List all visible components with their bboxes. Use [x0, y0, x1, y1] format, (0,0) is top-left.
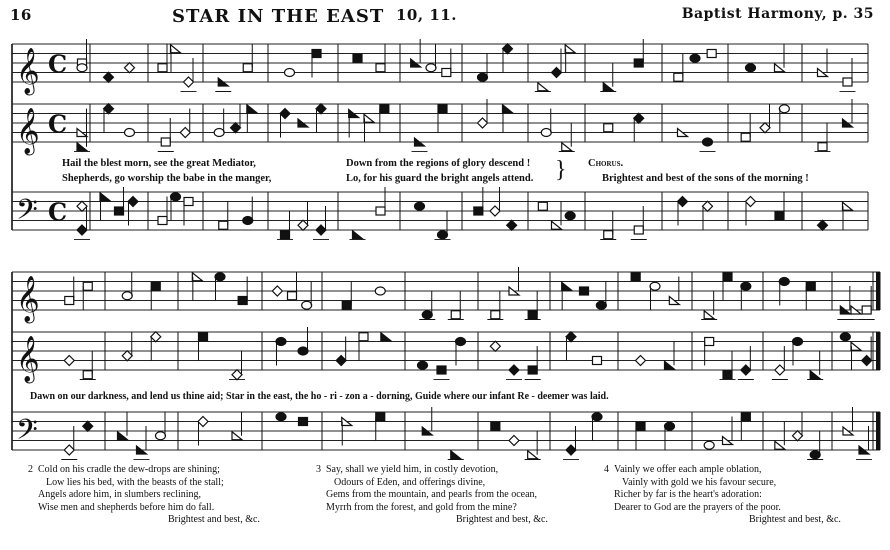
shape-note: [64, 356, 74, 366]
shape-note: [456, 338, 466, 346]
final-bar-line: [876, 272, 880, 310]
shape-note: [634, 226, 643, 234]
shape-note: [426, 64, 436, 72]
shape-note: [122, 351, 132, 361]
shape-note: [723, 371, 732, 379]
shape-note: [238, 297, 247, 305]
shape-note: [634, 59, 643, 67]
verse-line: Wise men and shepherds before him do fall.: [38, 501, 215, 513]
shape-note: [100, 193, 110, 201]
shape-note: [376, 64, 385, 72]
shape-note: [422, 311, 432, 319]
shape-note: [509, 436, 519, 446]
shape-note: [451, 311, 460, 319]
shape-note: [840, 333, 850, 341]
time-signature: C: [48, 49, 68, 79]
shape-note: [302, 301, 312, 309]
shape-note: [128, 197, 138, 207]
shape-note: [437, 366, 446, 374]
shape-note: [566, 332, 576, 342]
lyric-brace: }: [555, 157, 567, 183]
shape-note: [707, 50, 716, 58]
shape-note: [125, 63, 135, 73]
shape-note: [376, 207, 385, 215]
shape-note: [77, 201, 87, 211]
shape-note: [528, 311, 537, 319]
shape-note: [503, 44, 513, 54]
verse-2: [28, 464, 260, 527]
shape-note: [552, 68, 562, 78]
lyric-line-system2: Dawn on our darkness, and lend us thine aid; Star in the east, the ho - ri - zon a - dorning, Guide where our infant Re - deemer was laid.: [30, 391, 609, 402]
shape-note: [538, 83, 548, 91]
shape-note: [192, 273, 202, 281]
shape-note: [851, 342, 861, 350]
shape-note: [741, 282, 751, 290]
verse-line: Low lies his bed, with the beasts of the stall;: [46, 476, 224, 488]
shape-note: [353, 231, 363, 239]
shape-note: [634, 113, 644, 123]
shape-note: [171, 193, 181, 201]
shape-note: [184, 77, 194, 87]
shape-note: [215, 273, 225, 281]
shape-note: [703, 138, 713, 146]
shape-note: [342, 301, 351, 309]
shape-note: [158, 64, 167, 72]
shape-note: [723, 273, 732, 281]
lyric-line-1b: Down from the regions of glory descend !: [346, 158, 531, 169]
final-bar-line: [876, 412, 880, 450]
shape-note: [156, 432, 166, 440]
shape-note: [83, 371, 92, 379]
time-signature: C: [48, 109, 68, 139]
shape-note: [171, 45, 181, 53]
shape-note: [415, 202, 425, 210]
shape-note: [231, 123, 241, 133]
shape-note: [83, 421, 93, 431]
shape-note: [636, 356, 646, 366]
shape-note: [674, 73, 683, 81]
shape-note: [528, 366, 537, 374]
shape-note: [503, 105, 513, 113]
shape-note: [490, 341, 500, 351]
shape-note: [490, 206, 500, 216]
shape-note: [775, 212, 784, 220]
shape-note: [665, 361, 675, 369]
shape-note: [746, 197, 756, 207]
treble-clef-icon: 𝄞: [16, 275, 40, 322]
final-bar-line: [876, 332, 880, 370]
shape-note: [122, 292, 132, 300]
shape-note: [381, 333, 391, 341]
shape-note: [793, 338, 803, 346]
shape-note: [775, 365, 785, 375]
shape-note: [199, 333, 208, 341]
shape-note: [65, 297, 74, 305]
shape-note: [562, 143, 572, 151]
shape-note: [77, 225, 87, 235]
shape-note: [565, 212, 575, 220]
shape-note: [77, 143, 87, 151]
shape-note: [83, 282, 92, 290]
shape-note: [219, 221, 228, 229]
shape-note: [232, 370, 242, 380]
shape-note: [565, 45, 575, 53]
hymn-meter: 10, 11.: [396, 6, 457, 24]
shape-note: [592, 413, 602, 421]
shape-note: [818, 220, 828, 230]
shape-note: [538, 202, 547, 210]
shape-note: [380, 105, 389, 113]
verse-number: 3: [316, 464, 321, 475]
shape-note: [704, 441, 714, 449]
shape-note: [336, 356, 346, 366]
shape-note: [298, 347, 308, 355]
shape-note: [125, 129, 135, 137]
verse-line: Gems from the mountain, and pearls from the ocean,: [326, 489, 538, 501]
shape-note: [298, 220, 308, 230]
shape-note: [312, 50, 321, 58]
shape-note: [562, 282, 572, 290]
treble-clef-icon: 𝄞: [16, 47, 40, 94]
shape-note: [678, 197, 688, 207]
verse-line: Odours of Eden, and offerings divine,: [334, 476, 486, 488]
hymn-title: STAR IN THE EAST: [172, 6, 385, 27]
verse-line: 4 Vainly we offer each ample oblation,: [604, 464, 762, 475]
shape-note: [299, 418, 308, 426]
chorus-line: Brightest and best of the sons of the morning !: [602, 173, 809, 184]
lyric-line-1a: Hail the blest morn, see the great Mediator,: [62, 158, 256, 169]
shape-note: [541, 129, 551, 137]
verse-line: Richer by far is the heart's adoration:: [614, 489, 762, 501]
chorus-label: Chorus.: [588, 158, 624, 169]
verse-line: 2 Cold on his cradle the dew-drops are shining;: [28, 464, 220, 475]
shape-note: [376, 413, 385, 421]
bass-clef-icon: 𝄢: [16, 193, 38, 234]
shape-note: [509, 365, 519, 375]
shape-note: [353, 54, 362, 62]
shape-note: [843, 78, 852, 86]
shape-note: [741, 413, 750, 421]
shape-note: [438, 231, 448, 239]
verse-3: [316, 464, 548, 527]
verse-line: 3 Say, shall we yield him, in costly devotion,: [316, 464, 499, 475]
shape-note: [151, 332, 161, 342]
shape-note: [438, 105, 447, 113]
shape-note: [491, 311, 500, 319]
shape-note: [793, 431, 803, 441]
shape-note: [810, 451, 820, 459]
shape-note: [375, 287, 385, 295]
shape-note: [276, 413, 286, 421]
shape-note: [418, 361, 428, 369]
shape-note: [478, 118, 488, 128]
shape-note: [77, 64, 87, 72]
treble-clef-icon: 𝄞: [16, 107, 40, 154]
shape-note: [364, 114, 374, 122]
verse-line: Vainly with gold we his favour secure,: [622, 476, 777, 488]
shape-note: [281, 231, 290, 239]
shape-note: [232, 432, 242, 440]
shape-note: [593, 357, 602, 365]
shape-note: [566, 445, 576, 455]
shape-note: [474, 207, 483, 215]
shape-note: [862, 306, 871, 314]
verse-refrain: Brightest and best, &c.: [749, 514, 841, 526]
shape-note: [104, 72, 114, 82]
shape-note: [862, 356, 872, 366]
shape-note: [603, 83, 613, 91]
shape-note: [316, 225, 326, 235]
shape-note: [491, 422, 500, 430]
shape-note: [810, 371, 820, 379]
shape-note: [243, 217, 253, 225]
shape-note: [151, 282, 160, 290]
shape-note: [746, 64, 756, 72]
shape-note: [818, 143, 827, 151]
shape-note: [288, 292, 297, 300]
shape-note: [741, 365, 751, 375]
shape-note: [779, 278, 789, 286]
shape-note: [705, 338, 714, 346]
shape-note: [316, 104, 326, 114]
shape-note: [451, 451, 461, 459]
shape-note: [806, 282, 815, 290]
shape-note: [704, 311, 714, 319]
shape-note: [604, 231, 613, 239]
shape-note: [214, 129, 224, 137]
shape-note: [552, 221, 562, 229]
shape-note: [442, 69, 451, 77]
shape-note: [359, 333, 368, 341]
shape-note: [760, 123, 770, 133]
shape-note: [741, 133, 750, 141]
shape-note: [775, 441, 785, 449]
bass-clef-icon: 𝄢: [16, 413, 38, 454]
verse-number: 4: [604, 464, 609, 475]
shape-note: [779, 105, 789, 113]
shape-note: [64, 445, 74, 455]
shape-note: [775, 64, 785, 72]
shape-note: [247, 105, 257, 113]
shape-note: [631, 273, 640, 281]
shape-note: [243, 64, 252, 72]
shape-note: [843, 202, 853, 210]
shape-note: [184, 198, 193, 206]
shape-note: [104, 104, 114, 114]
verse-refrain: Brightest and best, &c.: [456, 514, 548, 526]
verse-line: Dearer to God are the prayers of the poor.: [614, 501, 781, 513]
shape-note: [478, 73, 488, 81]
verse-4: [604, 464, 841, 527]
page-number: 16: [10, 6, 32, 24]
shape-note: [272, 286, 282, 296]
shape-note: [161, 138, 170, 146]
treble-clef-icon: 𝄞: [16, 335, 40, 382]
shape-note: [596, 301, 606, 309]
verse-refrain: Brightest and best, &c.: [168, 514, 260, 526]
shape-note: [604, 124, 613, 132]
lyric-line-2b: Lo, for his guard the bright angels attend.: [346, 173, 534, 184]
shape-note: [665, 422, 675, 430]
shape-note: [636, 422, 645, 430]
shape-note: [690, 54, 700, 62]
shape-note: [580, 287, 589, 295]
shape-note: [650, 282, 660, 290]
shape-note: [703, 201, 713, 211]
shape-note: [285, 69, 295, 77]
shape-note: [115, 207, 124, 215]
verse-line: Angels adore him, in slumbers reclining,: [38, 489, 202, 501]
shape-note: [198, 417, 208, 427]
shape-note: [158, 217, 167, 225]
source-reference: Baptist Harmony, p. 35: [681, 6, 874, 22]
lyric-line-2a: Shepherds, go worship the babe in the manger,: [62, 173, 272, 184]
shape-note: [276, 338, 286, 346]
time-signature: C: [48, 197, 68, 227]
shape-note: [280, 109, 290, 119]
shape-note: [528, 451, 538, 459]
verse-line: Myrrh from the forest, and gold from the mine?: [326, 501, 517, 513]
verse-number: 2: [28, 464, 33, 475]
shape-note: [180, 128, 190, 138]
shape-note: [507, 220, 517, 230]
shape-note: [118, 432, 128, 440]
